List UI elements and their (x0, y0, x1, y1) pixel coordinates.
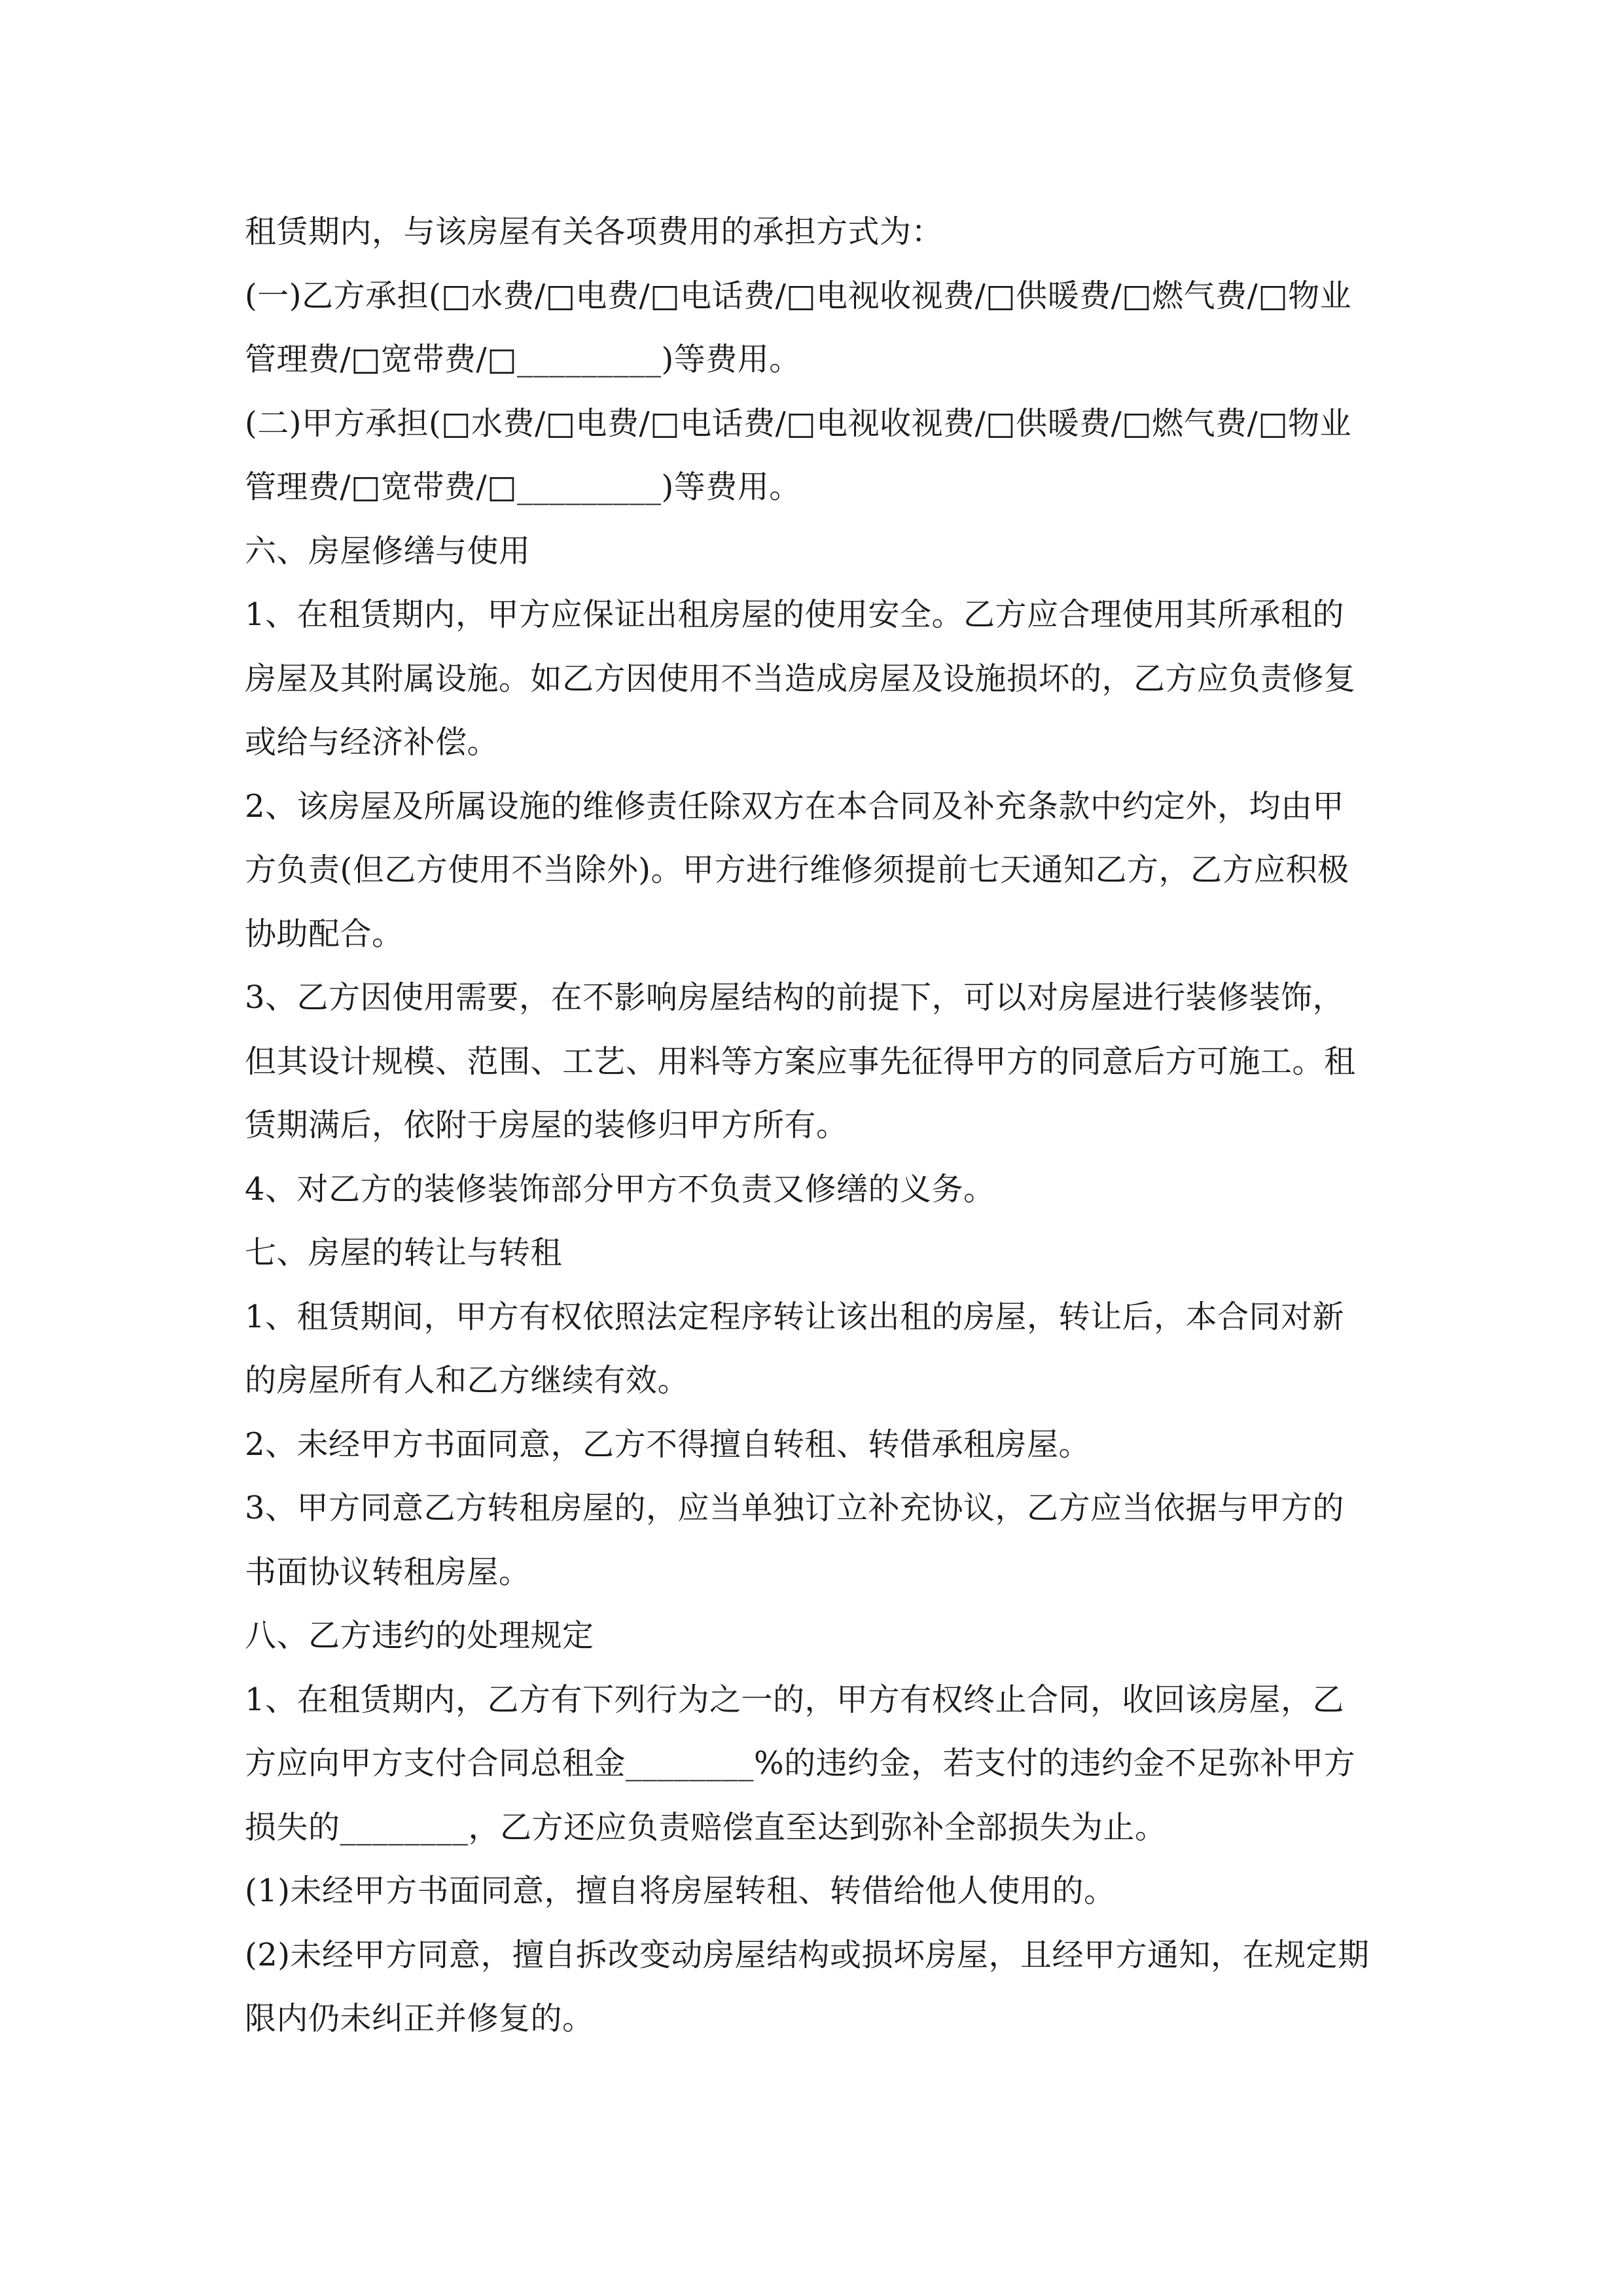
paragraph-transfer-3: 3、甲方同意乙方转租房屋的，应当单独订立补充协议，乙方应当依据与甲方的书面协议转租房屋。 (245, 1490, 1345, 1590)
section-heading-transfer: 七、房屋的转让与转租 (245, 1234, 563, 1271)
paragraph-transfer-1: 1、租赁期间，甲方有权依照法定程序转让该出租的房屋，转让后，本合同对新的房屋所有人和乙方继续有效。 (245, 1298, 1345, 1399)
paragraph-breach-item-1: (1)未经甲方书面同意，擅自将房屋转租、转借给他人使用的。 (245, 1873, 1116, 1909)
section-heading-repair: 六、房屋修缮与使用 (245, 532, 531, 569)
paragraph-fee-intro: 租赁期内，与该房屋有关各项费用的承担方式为： (245, 213, 944, 250)
paragraph-breach-1: 1、在租赁期内，乙方有下列行为之一的，甲方有权终止合同，收回该房屋，乙方应向甲方支付合同总租金________%的违约金，若支付的违约金不足弥补甲方损失的________，乙方还应负责赔偿直至达到弥补全部损失为止。 (245, 1681, 1356, 1846)
paragraph-tenant-fees: (一)乙方承担(□水费/□电费/□电话费/□电视收视费/□供暖费/□燃气费/□物业管理费/□宽带费/□_________)等费用。 (245, 277, 1352, 378)
paragraph-repair-3: 3、乙方因使用需要，在不影响房屋结构的前提下，可以对房屋进行装修装饰，但其设计规模、范围、工艺、用料等方案应事先征得甲方的同意后方可施工。租赁期满后，依附于房屋的装修归甲方所有。 (245, 979, 1356, 1143)
paragraph-transfer-2: 2、未经甲方书面同意，乙方不得擅自转租、转借承租房屋。 (245, 1426, 1091, 1463)
paragraph-repair-2: 2、该房屋及所属设施的维修责任除双方在本合同及补充条款中约定外，均由甲方负责(但乙方使用不当除外)。甲方进行维修须提前七天通知乙方，乙方应积极协助配合。 (245, 787, 1349, 952)
paragraph-landlord-fees: (二)甲方承担(□水费/□电费/□电话费/□电视收视费/□供暖费/□燃气费/□物业管理费/□宽带费/□_________)等费用。 (245, 404, 1352, 505)
paragraph-repair-1: 1、在租赁期内，甲方应保证出租房屋的使用安全。乙方应合理使用其所承租的房屋及其附属设施。如乙方因使用不当造成房屋及设施损坏的，乙方应负责修复或给与经济补偿。 (245, 596, 1356, 761)
section-heading-breach: 八、乙方违约的处理规定 (245, 1617, 594, 1654)
paragraph-breach-item-2: (2)未经甲方同意，擅自拆改变动房屋结构或损坏房屋，且经甲方通知，在规定期限内仍未纠正并修复的。 (245, 1936, 1370, 2037)
paragraph-repair-4: 4、对乙方的装修装饰部分甲方不负责又修缮的义务。 (245, 1170, 995, 1208)
document-body (245, 200, 1376, 2051)
